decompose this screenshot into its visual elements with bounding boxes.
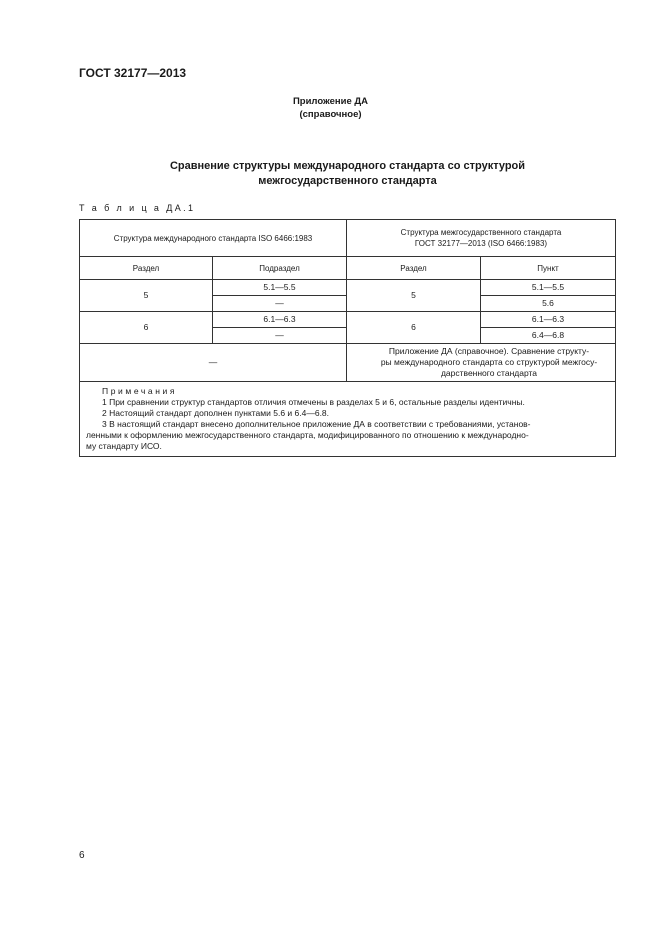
note-item: 2 Настоящий стандарт дополнен пунктами 5.6 и 6.4—6.8. (102, 408, 330, 418)
subheader-section-interstate: Раздел (347, 257, 481, 280)
note-item-continuation: му стандарту ИСО. (86, 441, 162, 451)
appendix-title: Приложение ДА (292, 96, 369, 107)
subheader-section-international: Раздел (80, 257, 213, 280)
notes-title: Примечания (102, 386, 178, 396)
table-row (80, 280, 616, 296)
page-header-standard-code: ГОСТ 32177—2013 (79, 66, 187, 80)
header-international-structure: Структура международного стандарта ISO 6466:1983 (80, 220, 347, 257)
appendix-right-line-3: дарственного стандарта (440, 368, 538, 378)
point-cell: 5.1—5.5 (481, 280, 616, 296)
notes-row (80, 382, 616, 457)
document-title-line-1: Сравнение структуры международного стандарта со структурой (169, 160, 526, 172)
subheader-point: Пункт (481, 257, 616, 280)
appendix-subtitle: (справочное) (299, 109, 362, 120)
note-item: 3 В настоящий стандарт внесено дополнительное приложение ДА в соответствии с требованиями, установ- (102, 419, 531, 429)
subsection-cell: — (213, 296, 347, 312)
subsection-cell: 6.1—6.3 (213, 312, 347, 328)
appendix-right-line-1: Приложение ДА (справочное). Сравнение структу- (388, 346, 590, 356)
table-header-row (80, 220, 616, 257)
appendix-right-cell (347, 344, 616, 382)
comparison-table (79, 219, 616, 457)
subsection-cell: — (213, 328, 347, 344)
target-section-cell: 6 (347, 312, 481, 344)
header-interstate-line-2: ГОСТ 32177—2013 (ISO 6466:1983) (414, 239, 548, 248)
header-interstate-structure (347, 220, 616, 257)
table-subheader-row (80, 257, 616, 280)
appendix-left-cell: — (80, 344, 347, 382)
table-label: Т а б л и ц а ДА.1 (79, 203, 196, 213)
notes-cell (80, 382, 616, 457)
target-section-cell: 5 (347, 280, 481, 312)
subsection-cell: 5.1—5.5 (213, 280, 347, 296)
section-cell: 6 (80, 312, 213, 344)
appendix-row (80, 344, 616, 382)
point-cell: 6.4—6.8 (481, 328, 616, 344)
point-cell: 5.6 (481, 296, 616, 312)
table-row (80, 312, 616, 328)
note-item: 1 При сравнении структур стандартов отличия отмечены в разделах 5 и 6, остальные разделы идентичны. (102, 397, 525, 407)
header-interstate-line-1: Структура межгосударственного стандарта (400, 228, 562, 237)
section-cell: 5 (80, 280, 213, 312)
point-cell: 6.1—6.3 (481, 312, 616, 328)
appendix-right-line-2: ры международного стандарта со структурой межгосу- (380, 357, 598, 367)
subheader-subsection: Подраздел (213, 257, 347, 280)
note-item-continuation: ленными к оформлению межгосударственного стандарта, модифицированного по отношению к международно- (86, 430, 529, 440)
page-number: 6 (79, 850, 85, 861)
document-title-line-2: межгосударственного стандарта (258, 175, 437, 187)
